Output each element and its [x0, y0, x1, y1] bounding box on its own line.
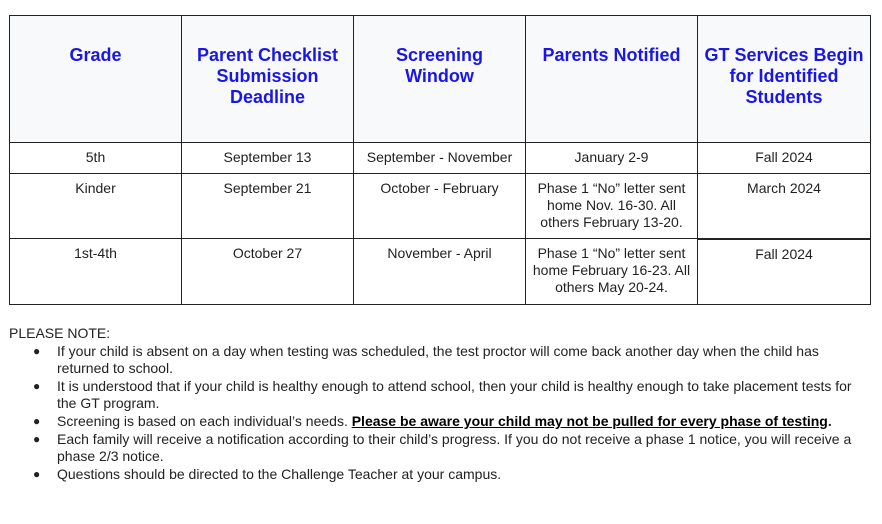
header-grade: Grade	[10, 16, 182, 143]
cell-checklist-deadline: September 21	[182, 174, 354, 239]
note-text: Screening is based on each individual’s needs.	[57, 413, 352, 429]
cell-parents-notified: Phase 1 “No” letter sent home February 16-23. All others May 20-24.	[526, 239, 698, 305]
bullet-icon: ●	[33, 414, 41, 428]
header-parents-notified: Parents Notified	[526, 16, 698, 143]
notes-list	[9, 343, 871, 483]
bullet-icon: ●	[33, 344, 41, 358]
table-header-row	[10, 16, 871, 143]
list-item	[9, 466, 871, 483]
cell-gt-services-begin: Fall 2024	[698, 239, 871, 305]
bullet-icon: ●	[33, 467, 41, 481]
list-item	[9, 431, 871, 465]
bullet-icon: ●	[33, 379, 41, 393]
bullet-icon: ●	[33, 432, 41, 446]
note-text: Each family will receive a notification according to their child’s progress. If you do not receive a phase 1 notice, you will receive a phase 2/3 notice.	[57, 431, 852, 464]
cell-parents-notified: Phase 1 “No” letter sent home Nov. 16-30. All others February 13-20.	[526, 174, 698, 239]
note-text: Questions should be directed to the Challenge Teacher at your campus.	[57, 466, 502, 482]
cell-grade: 1st-4th	[10, 239, 182, 305]
cell-checklist-deadline: September 13	[182, 143, 354, 174]
notes-heading: PLEASE NOTE:	[9, 325, 111, 341]
cell-gt-services-begin: Fall 2024	[698, 143, 871, 174]
cell-checklist-deadline: October 27	[182, 239, 354, 305]
cell-screening-window: November - April	[354, 239, 526, 305]
gt-schedule-table	[9, 15, 871, 305]
cell-grade: Kinder	[10, 174, 182, 239]
header-gt-services-begin: GT Services Begin for Identified Students	[698, 16, 871, 143]
table-row	[10, 239, 871, 305]
list-item	[9, 343, 871, 377]
notes-section	[9, 325, 871, 484]
cell-gt-services-begin: March 2024	[698, 174, 871, 239]
note-emphasis: Please be aware your child may not be pulled for every phase of testing	[351, 413, 828, 429]
list-item	[9, 413, 871, 430]
header-screening-window: Screening Window	[354, 16, 526, 143]
cell-screening-window: October - February	[354, 174, 526, 239]
header-checklist-deadline: Parent Checklist Submission Deadline	[182, 16, 354, 143]
table-row	[10, 143, 871, 174]
note-text: If your child is absent on a day when testing was scheduled, the test proctor will come back another day when the child has returned to school.	[57, 343, 819, 376]
note-text: It is understood that if your child is healthy enough to attend school, then your child is healthy enough to take placement tests for the GT program.	[57, 378, 852, 411]
note-text-end: .	[827, 413, 832, 429]
cell-grade: 5th	[10, 143, 182, 174]
cell-screening-window: September - November	[354, 143, 526, 174]
cell-parents-notified: January 2-9	[526, 143, 698, 174]
gt-schedule-table-container	[9, 15, 871, 305]
table-row	[10, 174, 871, 239]
list-item	[9, 378, 871, 412]
